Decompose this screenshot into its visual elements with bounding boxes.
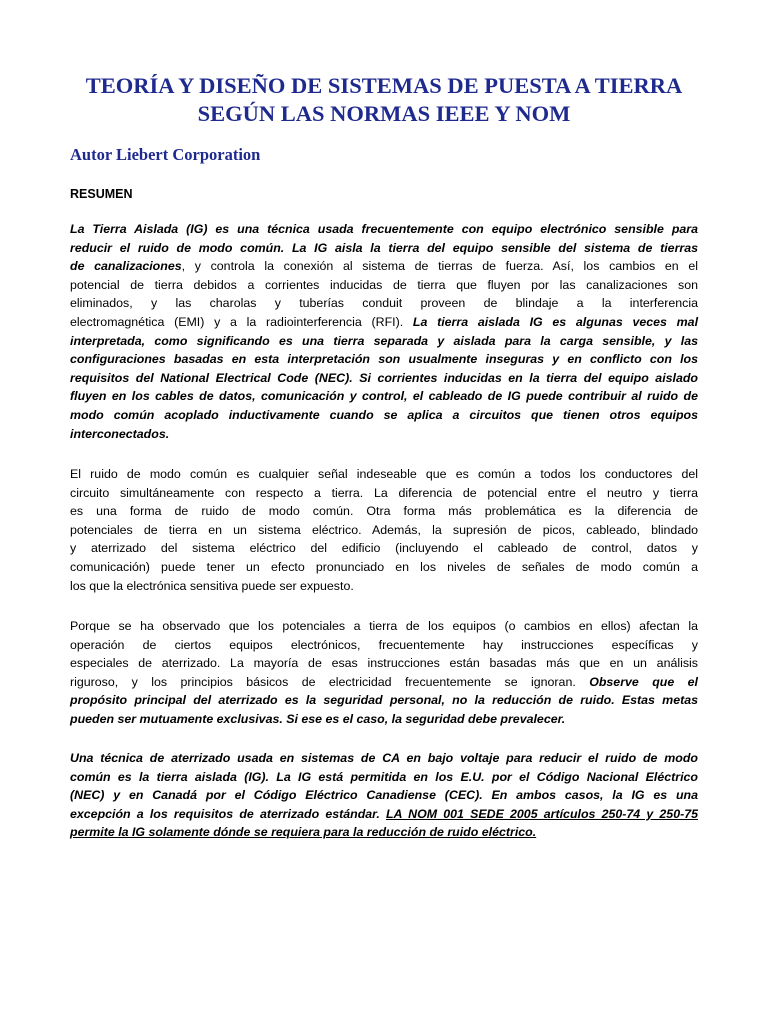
paragraph-2 [70, 465, 698, 595]
text-run-underlined: permite la IG solamente dónde se requiera para la reducción de ruido eléctrico. [70, 825, 537, 840]
section-heading-resumen: RESUMEN [70, 187, 133, 201]
text-run-bold-italic: Observe que el [589, 674, 698, 689]
text-line: La Tierra Aislada (IG) es una técnica usada frecuentemente con equipo electrónico sensible para [70, 222, 698, 236]
text-line: circuito simultáneamente con respecto a tierra. La diferencia de potencial entre el neutro y tierra [70, 485, 698, 500]
text-line: operación de ciertos equipos electrónicos, frecuentemente hay instrucciones específicas y [70, 637, 698, 652]
text-line: interconectados. [70, 426, 170, 441]
text-line: modo común acoplado inductivamente cuando se aplica a circuitos que tienen otros equipos [70, 407, 698, 422]
text-line: es una forma de ruido de modo común. Otra forma más problemática es la diferencia de [70, 504, 698, 519]
text-line: reducir el ruido de modo común. La IG aisla la tierra del equipo sensible del sistema de tierras [70, 240, 698, 255]
title-line-2: SEGÚN LAS NORMAS IEEE Y NOM [197, 101, 571, 126]
text-run: electromagnética (EMI) y a la radiointerferencia (RFI). [70, 314, 413, 329]
paragraph-3 [70, 617, 698, 729]
text-run: , y controla la conexión al sistema de tierras de fuerza. Así, los cambios en el [181, 259, 698, 274]
author-line: Autor Liebert Corporation [70, 145, 261, 164]
text-line [70, 823, 698, 842]
text-line: propósito principal del aterrizado es la seguridad personal, no la reducción de ruido. Estas metas [70, 693, 698, 708]
text-line: fluyen en los cables de datos, comunicación y control, el cableado de IG puede contribuir al ruido de [70, 389, 698, 404]
document-title [60, 72, 708, 128]
text-line [70, 313, 698, 332]
text-run-bold-italic: de canalizaciones [70, 259, 182, 274]
text-line [70, 257, 698, 276]
text-line: común es la tierra aislada (IG). La IG está permitida en los E.U. por el Código Nacional Eléctrico [70, 769, 698, 784]
text-line: (NEC) y en Canadá por el Código Eléctrico Canadiense (CEC). En ambos casos, la IG es una [70, 788, 698, 803]
paragraph-4 [70, 749, 698, 842]
text-run-underlined: LA NOM 001 SEDE 2005 artículos 250-74 y 250-75 [385, 806, 698, 821]
text-run: riguroso, y los principios básicos de electricidad frecuentemente se ignoran. [70, 674, 590, 689]
text-line: interpretada, como significando es una tierra separada y aislada para la carga sensible, y las [70, 333, 698, 348]
text-line: requisitos del National Electrical Code (NEC). Si corrientes inducidas en la tierra del equipo aislado [70, 370, 698, 385]
text-line: potencial de tierra debidos a corrientes inducidas de tierra que fluyen por las canalizaciones son [70, 277, 698, 292]
text-line: Porque se ha observado que los potenciales a tierra de los equipos (o cambios en ellos) afectan la [70, 619, 698, 633]
text-line: especiales de aterrizado. La mayoría de esas instrucciones están basadas más que en un análisis [70, 656, 698, 671]
text-line [70, 673, 698, 692]
text-line: configuraciones basadas en esta interpretación son usualmente inseguras y en conflicto con los [70, 352, 698, 367]
text-run-bold-italic: La tierra aislada IG es algunas veces mal [412, 314, 699, 329]
text-line: y aterrizado del sistema eléctrico del edificio (incluyendo el cableado de control, datos y [70, 541, 698, 556]
text-run-bold-italic: excepción a los requisitos de aterrizado estándar. [70, 806, 386, 821]
text-line: pueden ser mutuamente exclusivas. Si ese es el caso, la seguridad debe prevalecer. [70, 711, 566, 726]
text-line: potenciales de tierra en un sistema eléctrico. Además, la supresión de picos, cableado, blindado [70, 522, 698, 537]
text-line: comunicación) puede tener un efecto pronunciado en los niveles de señales de modo común a [70, 559, 698, 574]
text-line: eliminados, y las charolas y tuberías conduit proveen de blindaje a la interferencia [70, 296, 698, 311]
paragraph-1 [70, 220, 698, 443]
text-line [70, 805, 698, 824]
text-line: los que la electrónica sensitiva puede ser expuesto. [70, 578, 354, 593]
title-line-1: TEORÍA Y DISEÑO DE SISTEMAS DE PUESTA A TIERRA [85, 73, 683, 98]
text-line: El ruido de modo común es cualquier señal indeseable que es común a todos los conductores del [70, 467, 698, 481]
text-line: Una técnica de aterrizado usada en sistemas de CA en bajo voltaje para reducir el ruido de modo [70, 751, 698, 765]
